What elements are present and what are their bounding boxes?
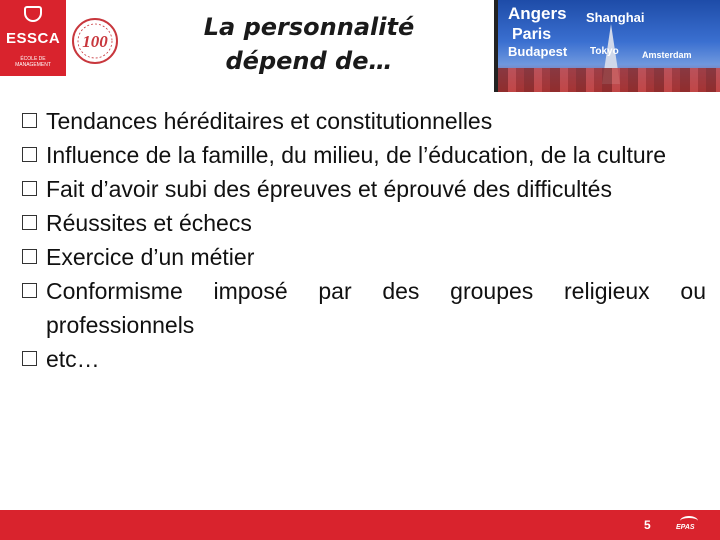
bullet-text: Tendances héréditaires et constitutionnelles — [46, 108, 493, 134]
anniversary-badge — [70, 16, 120, 66]
photo-city-4: Budapest — [508, 44, 568, 59]
bullet-item — [22, 240, 706, 274]
essca-logo — [0, 0, 66, 76]
footer-bar — [0, 510, 720, 540]
epas-logo — [670, 514, 710, 536]
footer-logo-text: EPAS — [676, 524, 695, 531]
skyline-graphic — [498, 68, 720, 92]
title-line-2: dépend de… — [225, 47, 393, 75]
bullet-text: Réussites et échecs — [46, 210, 252, 236]
page-number: 5 — [644, 518, 651, 532]
crest-icon — [24, 6, 42, 22]
bullet-list — [22, 104, 706, 376]
bullet-item — [22, 274, 706, 342]
bullet-text: Fait d’avoir subi des épreuves et éprouvé des difficultés — [46, 176, 612, 202]
bullet-item — [22, 104, 706, 138]
logo-text: ESSCA — [6, 30, 61, 47]
title-line-1: La personnalité — [203, 13, 415, 41]
bullet-square-icon — [22, 215, 37, 230]
photo-city-6: Amsterdam — [642, 50, 692, 60]
bullet-item — [22, 172, 706, 206]
bullet-text: Exercice d’un métier — [46, 244, 255, 270]
bullet-square-icon — [22, 283, 37, 298]
photo-city-1: Angers — [508, 4, 567, 23]
bullet-square-icon — [22, 249, 37, 264]
bullet-item — [22, 342, 706, 376]
photo-city-3: Paris — [512, 26, 552, 43]
bullet-square-icon — [22, 113, 37, 128]
photo-city-5: Tokyo — [590, 46, 619, 57]
bullet-text: Influence de la famille, du milieu, de l’éducation, de la culture — [46, 142, 667, 168]
bullet-item — [22, 138, 706, 172]
logo-subtext: ÉCOLE DE MANAGEMENT — [15, 56, 51, 68]
bullet-item — [22, 206, 706, 240]
bullet-square-icon — [22, 181, 37, 196]
bullet-text: Conformisme imposé par des groupes religieux ou professionnels — [46, 278, 706, 338]
photo-city-2: Shanghai — [586, 10, 645, 25]
bullet-text: etc… — [46, 346, 100, 372]
bullet-square-icon — [22, 147, 37, 162]
slide-title — [128, 0, 490, 92]
badge-number: 100 — [82, 32, 108, 51]
city-collage-image — [492, 0, 720, 92]
bullet-square-icon — [22, 351, 37, 366]
